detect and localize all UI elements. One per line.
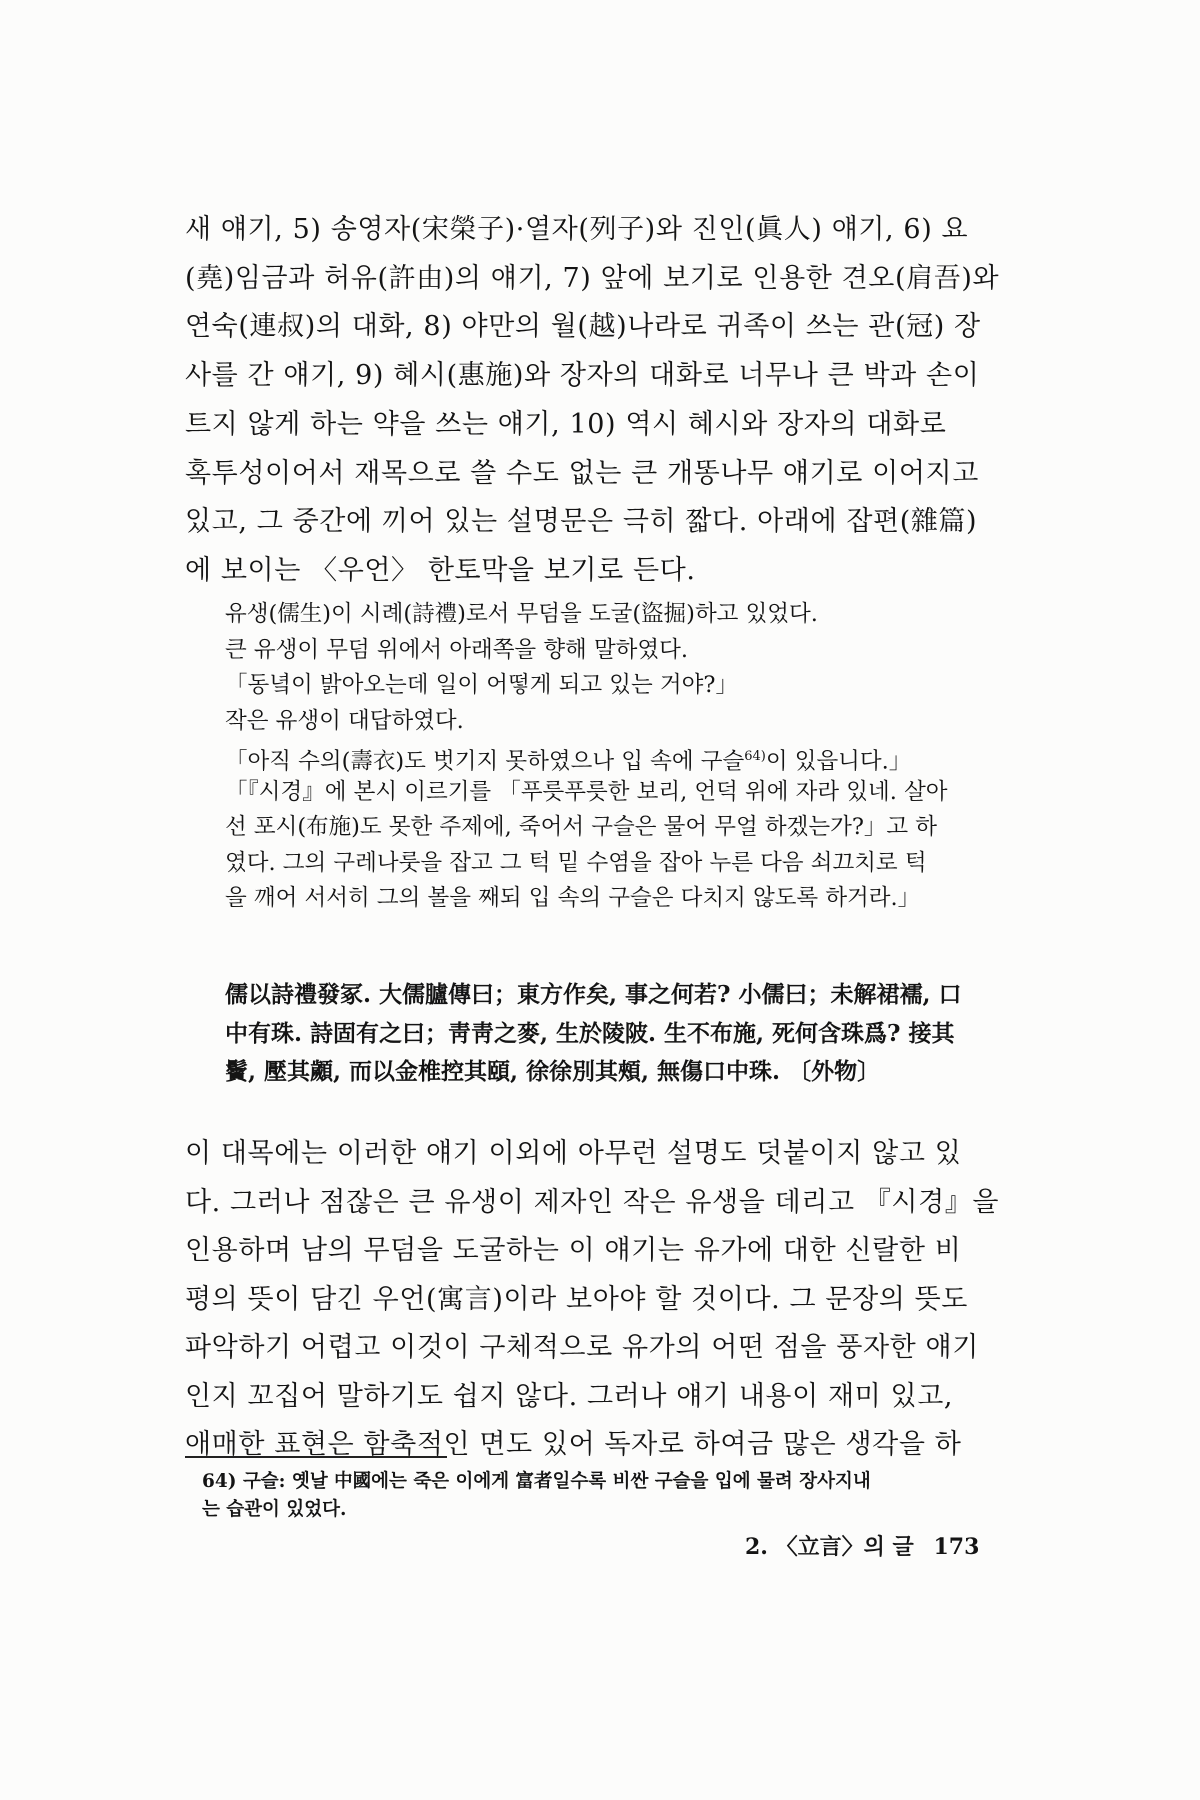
running-footer <box>745 1530 1045 1561</box>
body-paragraph-2: 이 대목에는 이러한 얘기 이외에 아무런 설명도 덧붙이지 않고 있 다. 그러나 점잖은 큰 유생이 제자인 작은 유생을 데리고 『시경』을 인용하며 남의 무덤을 도굴하는 이 얘기는 유가에 대한 신랄한 비 평의 뜻이 담긴 우언(寓言)이라 보아야 할 것이다. 그 문장의 뜻도 파악하기 어렵고 이것이 구체적으로 유가의 어떤 점을 풍자한 얘기 인지 꼬집어 말하기도 쉽지 않다. 그러나 얘기 내용이 재미 있고, 애매한 표현은 함축적인 면도 있어 독자로 하여금 많은 생각을 하 <box>185 1138 1000 1460</box>
body-paragraph-1: 새 얘기, 5) 송영자(宋榮子)·열자(列子)와 진인(眞人) 얘기, 6) 요 (堯)임금과 허유(許由)의 얘기, 7) 앞에 보기로 인용한 견오(肩吾)와 연숙(連叔)의 대화, 8) 야만의 월(越)나라로 귀족이 쓰는 관(冠) 장 사를 간 얘기, 9) 혜시(惠施)와 장자의 대화로 너무나 큰 박과 손이 트지 않게 하는 약을 쓰는 얘기, 10) 역시 혜시와 장자의 대화로 혹투성이어서 재목으로 쓸 수도 없는 큰 개똥나무 얘기로 이어지고 있고, 그 중간에 끼어 있는 설명문은 극히 짧다. 아래에 잡편(雜篇) 에 보이는 〈우언〉 한토막을 보기로 든다. <box>185 214 1000 586</box>
quote-line: 작은 유생이 대답하였다. <box>225 707 464 734</box>
quote-line-text: 「아직 수의(壽衣)도 벗기지 못하였으나 입 속에 구슬 <box>225 748 745 775</box>
korean-translation-quote <box>225 597 995 917</box>
quote-line: 「동녘이 밝아오는데 일이 어떻게 되고 있는 거야?」 <box>225 672 738 698</box>
classical-chinese-original: 儒以詩禮發冢. 大儒臚傳曰；東方作矣, 事之何若? 小儒曰；未解裙襦, 口 中有珠. 詩固有之曰；靑靑之麥, 生於陵陂. 生不布施, 死何含珠爲? 接其 鬢, 壓其顪, 而以金椎控其頤, 徐徐別其頰, 無傷口中珠. 〔外物〕 <box>225 981 962 1086</box>
footnote-reference[interactable]: 64) <box>744 749 766 764</box>
footnote-divider <box>185 1456 447 1458</box>
quote-line: 유생(儒生)이 시례(詩禮)로서 무덤을 도굴(盜掘)하고 있었다. <box>225 601 818 627</box>
footnote-64: 64) 구슬: 옛날 中國에는 죽은 이에게 富者일수록 비싼 구슬을 입에 물려 장사지내 는 습관이 있었다. <box>202 1471 871 1520</box>
quote-line-with-footnote <box>225 739 995 775</box>
quote-line: 큰 유생이 무덤 위에서 아래쪽을 향해 말하였다. <box>225 636 689 663</box>
page-number: 173 <box>933 1534 980 1560</box>
section-title: 2. 〈立言〉의 글 <box>745 1534 914 1560</box>
quote-line-text: 이 있읍니다.」 <box>765 748 912 775</box>
quote-line: 「『시경』에 본시 이르기를 「푸릇푸릇한 보리, 언덕 위에 자라 있네. 살아 선 포시(布施)도 못한 주제에, 죽어서 구슬은 물어 무얼 하겠는가?」고 하 였다. 그의 구레나룻을 잡고 그 턱 밑 수염을 잡아 누른 다음 쇠끄치로 턱 을 깨어 서서히 그의 볼을 째되 입 속의 구슬은 다치지 않도록 하거라.」 <box>225 778 948 911</box>
